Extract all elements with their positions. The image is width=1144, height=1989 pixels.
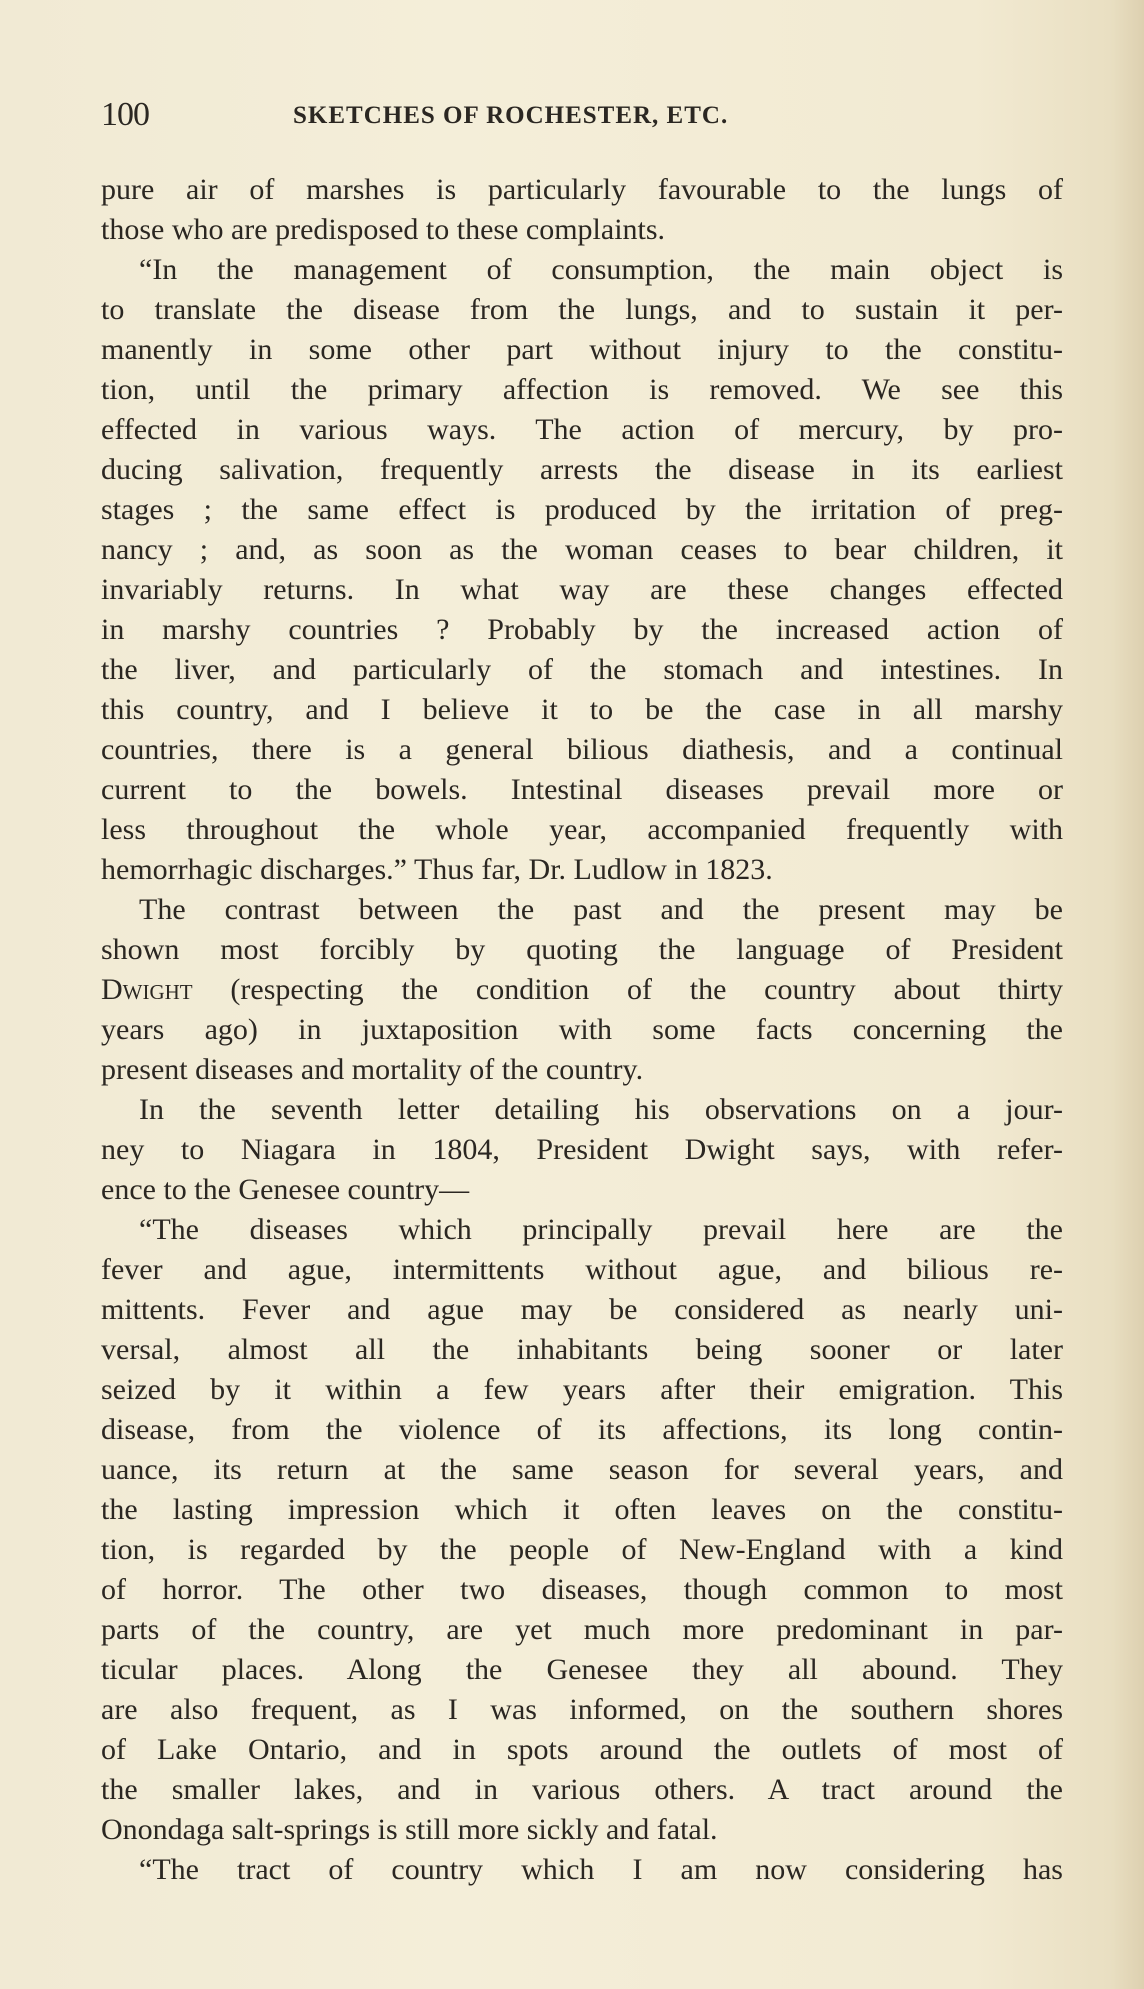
text-line: ticular places. Along the Genesee they all abound. They: [101, 1653, 1063, 1686]
text-line: tion, is regarded by the people of New-England with a kind: [101, 1533, 1063, 1566]
text-line: disease, from the violence of its affections, its long contin-: [101, 1413, 1063, 1446]
text-line: the liver, and particularly of the stomach and intestines. In: [101, 653, 1063, 686]
text-line: less throughout the whole year, accompanied frequently with: [101, 813, 1063, 846]
text-line: uance, its return at the same season for several years, and: [101, 1453, 1063, 1486]
text-line: of Lake Ontario, and in spots around the outlets of most of: [101, 1733, 1063, 1766]
text-line: current to the bowels. Intestinal diseases prevail more or: [101, 773, 1063, 806]
text-line: effected in various ways. The action of mercury, by pro-: [101, 413, 1063, 446]
text-line: this country, and I believe it to be the case in all marshy: [101, 693, 1063, 726]
text-line: years ago) in juxtaposition with some facts concerning the: [101, 1013, 1063, 1046]
text-line: the smaller lakes, and in various others. A tract around the: [101, 1773, 1063, 1806]
text-line: in marshy countries ? Probably by the increased action of: [101, 613, 1063, 646]
text-line: the lasting impression which it often leaves on the constitu-: [101, 1493, 1063, 1526]
text-line: fever and ague, intermittents without ague, and bilious re-: [101, 1253, 1063, 1286]
text-line: present diseases and mortality of the country.: [101, 1053, 644, 1086]
text-line: to translate the disease from the lungs, and to sustain it per-: [101, 293, 1063, 326]
text-line: “The tract of country which I am now considering has: [139, 1853, 1063, 1886]
running-title: SKETCHES OF ROCHESTER, ETC.: [293, 102, 729, 129]
text-line: are also frequent, as I was informed, on the southern shores: [101, 1693, 1063, 1726]
page-number: 100: [101, 96, 149, 133]
text-line: “The diseases which principally prevail here are the: [139, 1213, 1063, 1246]
text-line: ence to the Genesee country—: [101, 1173, 470, 1206]
line-text: (respecting the condition of the country about thirty: [192, 973, 1063, 1006]
page-body-text: [101, 170, 1063, 1890]
text-line: those who are predisposed to these complaints.: [101, 213, 666, 246]
text-line: manently in some other part without injury to the constitu-: [101, 333, 1063, 366]
text-line: The contrast between the past and the present may be: [139, 893, 1063, 926]
running-header: [101, 96, 1063, 140]
text-line: “In the management of consumption, the main object is: [139, 253, 1063, 286]
text-line: mittents. Fever and ague may be considered as nearly uni-: [101, 1293, 1063, 1326]
text-line: In the seventh letter detailing his observations on a jour-: [139, 1093, 1063, 1126]
text-line: seized by it within a few years after their emigration. This: [101, 1373, 1063, 1406]
text-line: ducing salivation, frequently arrests the disease in its earliest: [101, 453, 1063, 486]
text-line: stages ; the same effect is produced by the irritation of preg-: [101, 493, 1063, 526]
text-line: countries, there is a general bilious diathesis, and a continual: [101, 733, 1063, 766]
text-line: pure air of marshes is particularly favourable to the lungs of: [101, 173, 1063, 206]
text-line: invariably returns. In what way are these changes effected: [101, 573, 1063, 606]
text-line: nancy ; and, as soon as the woman ceases to bear children, it: [101, 533, 1063, 566]
text-line: parts of the country, are yet much more predominant in par-: [101, 1613, 1063, 1646]
text-line: shown most forcibly by quoting the language of President: [101, 933, 1063, 966]
text-line: Onondaga salt-springs is still more sickly and fatal.: [101, 1813, 718, 1846]
text-line: tion, until the primary affection is removed. We see this: [101, 373, 1063, 406]
text-line: of horror. The other two diseases, though common to most: [101, 1573, 1063, 1606]
text-line: versal, almost all the inhabitants being sooner or later: [101, 1333, 1063, 1366]
text-line: hemorrhagic discharges.” Thus far, Dr. Ludlow in 1823.: [101, 853, 773, 886]
text-line: ney to Niagara in 1804, President Dwight says, with refer-: [101, 1133, 1063, 1166]
small-caps-name: Dwight: [101, 973, 193, 1006]
text-line: [101, 970, 1063, 1010]
